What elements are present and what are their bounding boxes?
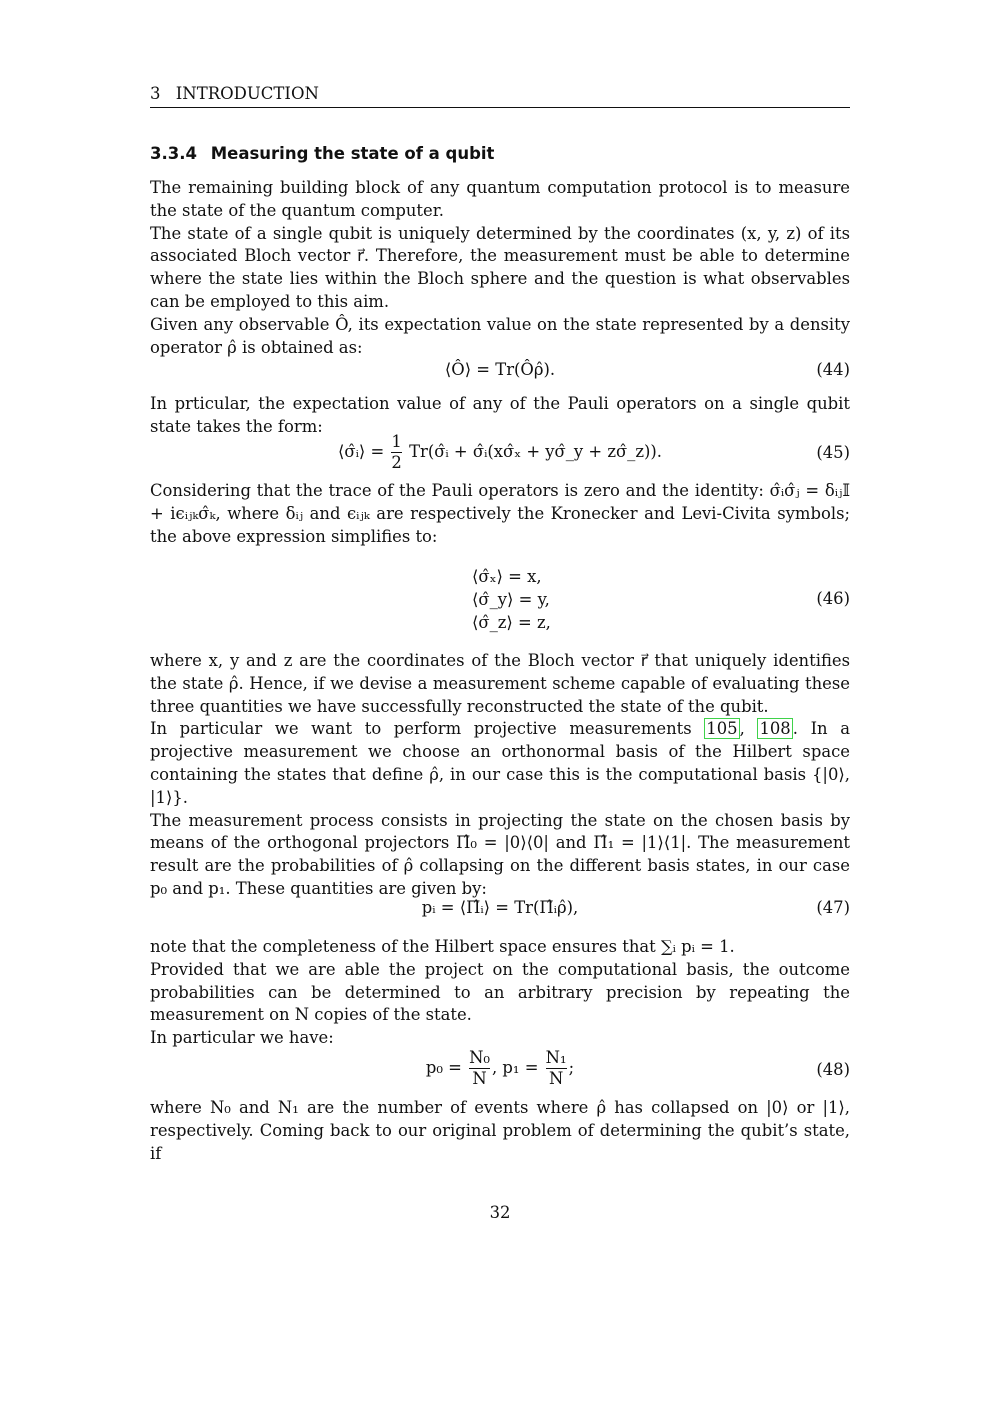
equation-47-body: pᵢ = ⟨Π̂ᵢ⟩ = Tr(Π̂ᵢρ̂),: [421, 898, 579, 917]
equation-48-fraction-1: $\frac{\text{N₁}}{N}$: [545, 1048, 567, 1088]
equation-48: p₀ = $\frac{\text{N₀}}{N}$ , p₁ = $\frac{\text{N₁}}{N}$ ; (48): [425, 1048, 850, 1088]
equation-48-fraction-0: $\frac{\text{N₀}}{N}$: [469, 1048, 491, 1088]
text-block-6: [150, 1097, 850, 1165]
equation-48-number: (48): [816, 1060, 850, 1079]
equation-44-body: ⟨Ô⟩ = Tr(Ôρ̂).: [444, 360, 556, 379]
equation-45-number: (45): [816, 443, 850, 462]
section-number: 3.3.4: [150, 144, 197, 163]
paragraph-in-particular: In particular we have:: [150, 1028, 334, 1048]
citation-link-105[interactable]: 105: [706, 719, 738, 739]
equation-45-numerator: 1: [391, 432, 402, 451]
equation-45-lhs: ⟨σ̂ᵢ⟩ =: [337, 442, 385, 461]
text-block-4: [150, 650, 850, 901]
paragraph-bloch: The state of a single qubit is uniquely determined by the coordinates (x, y, z) of its associated Bloch vector r⃗. Therefore, the measurement must be able to determine where the state lies within the Bloch sphere and the question is what observables can be employed to this aim.: [150, 223, 850, 311]
equation-46-system: [472, 565, 672, 634]
equation-46-line-x: ⟨σ̂ₓ⟩ = x,: [472, 567, 542, 586]
paragraph-coordinates: where x, y and z are the coordinates of the Bloch vector r⃗ that uniquely identifies the state ρ̂. Hence, if we devise a measurement scheme capable of evaluating these three quantities we have successfully reconstructed the state of the qubit.: [150, 651, 850, 716]
equation-47-number: (47): [816, 898, 850, 917]
page: [150, 0, 850, 1414]
paragraph-trace: Considering that the trace of the Pauli operators is zero and the identity: σ̂ᵢσ̂ⱼ = δᵢⱼ𝕀 + iϵᵢⱼₖσ̂ₖ, where δᵢⱼ and ϵᵢⱼₖ are respectively the Kronecker and Levi-Civita symbols; the above expression simplifies to:: [150, 481, 850, 546]
equation-48-p1: , p₁ =: [492, 1058, 539, 1077]
paragraph-projective: In particular we want to perform projective measurements 105 , 108 . In a projective measurement we choose an orthonormal basis of the Hilbert space containing the states that define ρ̂, in our case this is the computational basis {|0⟩, |1⟩}.: [150, 719, 851, 807]
paragraph-intro: The remaining building block of any quantum computation protocol is to measure the state of the quantum computer.: [150, 178, 850, 220]
section-heading: [150, 143, 494, 165]
text-block-1: [150, 177, 850, 359]
header-chapter-number: 3: [150, 84, 161, 103]
equation-48-p0: p₀ =: [425, 1058, 462, 1077]
paragraph-measurement-process: The measurement process consists in projecting the state on the chosen basis by means of the orthogonal projectors Π̂₀ = |0⟩⟨0| and Π̂₁ = |1⟩⟨1|. The measurement result are the probabilities of ρ̂ collapsing on the different basis states, in our case p₀ and p₁. These quantities are given by:: [150, 810, 850, 898]
equation-46-line-z: ⟨σ̂_z⟩ = z,: [472, 613, 551, 632]
equation-45-rhs: Tr(σ̂ᵢ + σ̂ᵢ(xσ̂ₓ + yσ̂_y + zσ̂_z)).: [409, 442, 663, 461]
page-number: 32: [489, 1203, 511, 1222]
citation-link-108[interactable]: 108: [759, 719, 791, 739]
equation-46: [150, 565, 850, 635]
paragraph-events: where N₀ and N₁ are the number of events where ρ̂ has collapsed on |0⟩ or |1⟩, respectively. Coming back to our original problem of determining the qubit’s state, if: [150, 1098, 850, 1163]
equation-45: [150, 432, 850, 474]
paragraph-outcome: Provided that we are able the project on the computational basis, the outcome probabilities can be determined to an arbitrary precision by repeating the measurement on N copies of the state.: [150, 959, 850, 1025]
paragraph-completeness: note that the completeness of the Hilbert space ensures that ∑ᵢ pᵢ = 1.: [150, 937, 735, 956]
text-block-3: [150, 480, 850, 548]
paragraph-observable: Given any observable Ô, its expectation value on the state represented by a density operator ρ̂ is obtained as:: [150, 314, 850, 357]
equation-45-denominator: 2: [391, 453, 402, 472]
text-block-5: [150, 936, 850, 1050]
header-chapter-title: INTRODUCTION: [175, 84, 319, 103]
equation-45-fraction: [391, 432, 401, 473]
equation-46-line-y: ⟨σ̂_y⟩ = y,: [472, 590, 550, 609]
running-header: [150, 84, 850, 108]
section-title: Measuring the state of a qubit: [210, 144, 495, 163]
equation-46-number: (46): [816, 589, 850, 608]
paragraph-pauli: In prticular, the expectation value of any of the Pauli operators on a single qubit state takes the form:: [150, 394, 850, 436]
equation-44-number: (44): [816, 360, 850, 379]
